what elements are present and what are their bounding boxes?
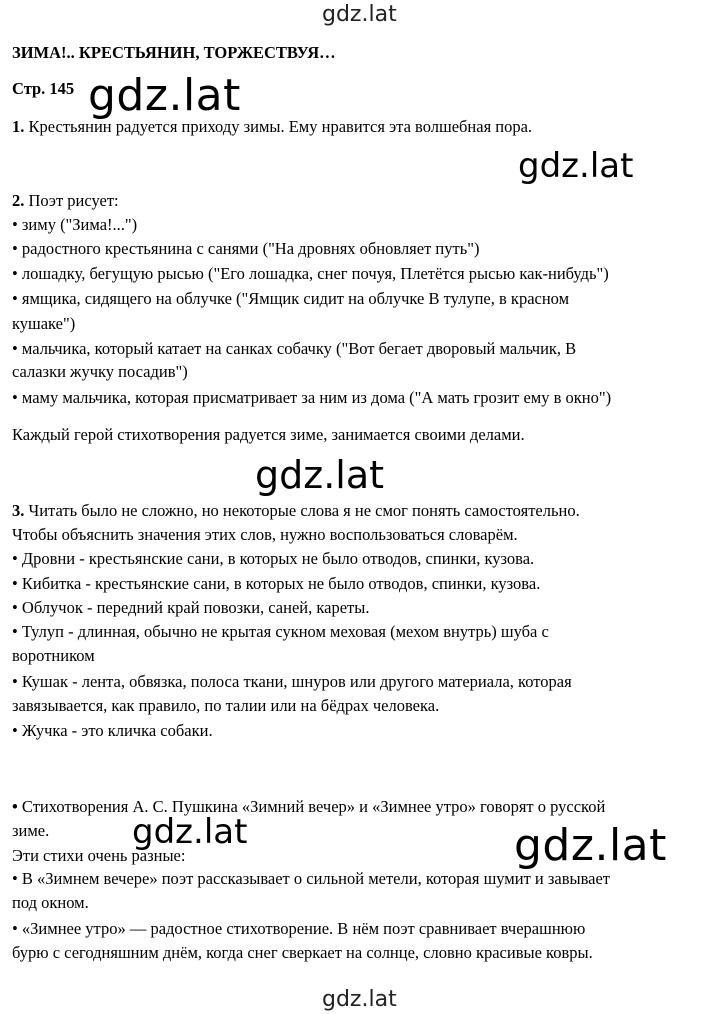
answer-4-line: зиме. [12, 821, 50, 840]
answer-3-line: • Дровни - крестьянские сани, в которых не было отводов, спинки, кузова. [12, 549, 535, 568]
answer-3-line: • Кушак - лента, обвязка, полоса ткани, шнуров или другого материала, которая [12, 672, 572, 691]
answer-3-intro [12, 501, 580, 521]
answer-3-number: 3. [12, 501, 25, 520]
answer-3-line: завязывается, как правило, по талии или на бёдрах человека. [12, 696, 440, 715]
answer-4-text: Стихотворения А. С. Пушкина «Зимний вечер» и «Зимнее утро» говорят о русской [17, 797, 606, 816]
watermark-right-lower: gdz.lat [514, 820, 667, 871]
watermark-right-1: gdz.lat [518, 146, 634, 186]
answer-4-line: Эти стихи очень разные: [12, 846, 186, 865]
answer-2-line: салазки жучку посадив") [12, 362, 188, 381]
answer-2-intro [12, 191, 119, 211]
answer-3-line: • Жучка - это кличка собаки. [12, 721, 213, 740]
answer-2-line: • лошадку, бегущую рысью ("Его лошадка, снег почуя, Плетётся рысью как-нибудь") [12, 264, 609, 283]
watermark-left-lower: gdz.lat [132, 812, 248, 852]
answer-3-line: воротником [12, 646, 95, 665]
answer-2-intro-text: Поэт рисует: [24, 191, 119, 210]
answer-3-line: Чтобы объяснить значения этих слов, нужно воспользоваться словарём. [12, 525, 518, 544]
answer-4-line: бурю с сегодняшним днём, когда снег сверкает на солнце, словно красивые ковры. [12, 943, 593, 962]
answer-3-line: • Тулуп - длинная, обычно не крытая сукном меховая (мехом внутрь) шуба с [12, 622, 549, 641]
answer-4-line: • В «Зимнем вечере» поэт рассказывает о сильной метели, которая шумит и завывает [12, 869, 611, 888]
answer-4-first-line [12, 797, 605, 817]
answer-2-line: кушаке") [12, 314, 76, 333]
answer-2-line: • зиму ("Зима!...") [12, 215, 138, 234]
watermark-middle: gdz.lat [255, 453, 385, 497]
answer-2-line: • мальчика, который катает на санках собачку ("Вот бегает дворовый мальчик, В [12, 339, 577, 358]
answer-3-line: • Облучок - передний край повозки, саней, кареты. [12, 598, 370, 617]
watermark-header: gdz.lat [88, 70, 241, 121]
answer-4-line: • «Зимнее утро» — радостное стихотворение. В нём поэт сравнивает вчерашнюю [12, 919, 586, 938]
answer-1-number: 1. [12, 117, 25, 136]
page-reference: Стр. 145 [12, 79, 75, 98]
answer-2-line: • маму мальчика, которая присматривает за ним из дома ("А мать грозит ему в окно") [12, 388, 612, 407]
answer-4-line: под окном. [12, 893, 89, 912]
answer-2-number: 2. [12, 191, 25, 210]
page-title: ЗИМА!.. КРЕСТЬЯНИН, ТОРЖЕСТВУЯ… [12, 43, 336, 62]
answer-2-line: • ямщика, сидящего на облучке ("Ямщик сидит на облучке В тулупе, в красном [12, 289, 570, 308]
answer-2-line: • радостного крестьянина с санями ("На дровнях обновляет путь") [12, 239, 480, 258]
answer-1-text: Крестьянин радуется приходу зимы. Ему нравится эта волшебная пора. [24, 117, 533, 136]
answer-3-intro-text: Читать было не сложно, но некоторые слова я не смог понять самостоятельно. [24, 501, 580, 520]
answer-2-summary: Каждый герой стихотворения радуется зиме, занимается своими делами. [12, 425, 525, 444]
answer-1 [12, 117, 532, 137]
answer-4-bullet: • [12, 797, 18, 816]
answer-3-line: • Кибитка - крестьянские сани, в которых не было отводов, спинки, кузова. [12, 574, 541, 593]
watermark-bottom: gdz.lat [322, 987, 397, 1012]
watermark-top: gdz.lat [322, 2, 397, 27]
